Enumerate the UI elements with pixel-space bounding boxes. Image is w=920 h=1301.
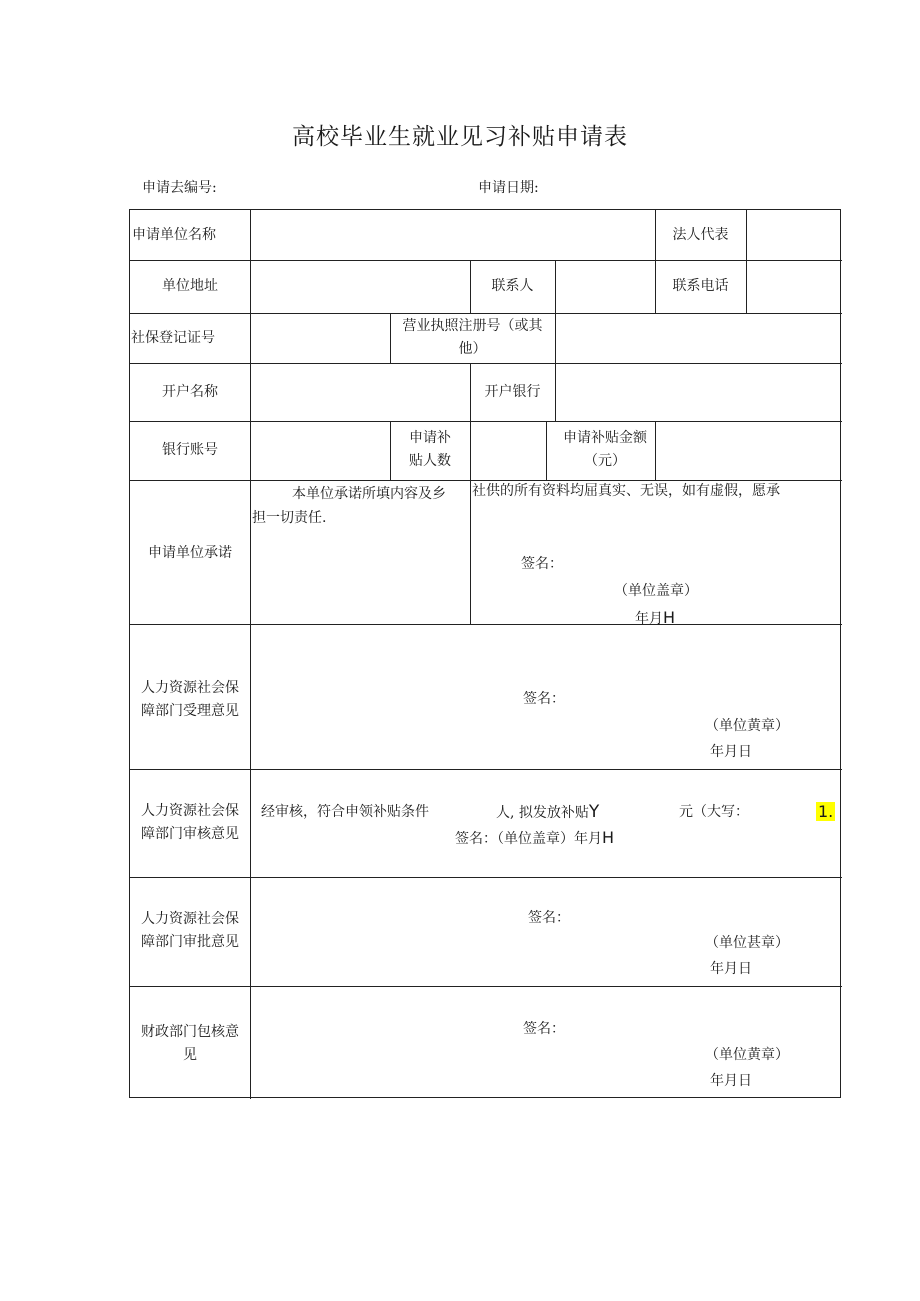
legal-rep-label: 法人代表: [672, 227, 729, 243]
approval-date-label: 年月日: [710, 961, 752, 977]
account-number-label: 银行账号: [162, 442, 218, 458]
commitment-date-label: 年月H: [635, 608, 676, 627]
bank-label: 开户银行: [484, 384, 541, 400]
commitment-sign-label: 签名：: [521, 556, 563, 572]
review-text-subsidy: 人, 拟发放补贴Y: [496, 802, 600, 822]
social-security-reg-label: 社保登记证号: [131, 330, 215, 346]
finance-seal-label: （单位黄章）: [705, 1047, 789, 1063]
commitment-seal-label: （单位盖章）: [614, 583, 698, 599]
business-license-label: 营业执照注册号（或其 他）: [402, 318, 543, 357]
review-highlight-number: 1.: [818, 802, 834, 821]
commitment-text-left: 本单位承诺所填内容及乡: [292, 486, 446, 502]
review-sign-line: 签名：（单位盖章）年月H: [455, 828, 615, 847]
finance-sign-label: 签名：: [523, 1021, 565, 1037]
subsidy-amount-label: 申请补贴金额 （元）: [563, 430, 647, 469]
acceptance-date-label: 年月日: [710, 744, 752, 760]
form-number-label: 申请去编号:: [142, 180, 217, 196]
review-text-conditions: 经审核，符合申领补贴条件: [261, 804, 429, 820]
acceptance-label: 人力资源社会保 障部门受理意见: [141, 680, 239, 719]
address-label: 单位地址: [162, 278, 218, 294]
acceptance-sign-label: 签名：: [523, 691, 565, 707]
commitment-text-left-cont: 担一切责任.: [252, 510, 327, 526]
review-text-amount: 元（大写：: [679, 804, 749, 820]
approval-sign-label: 签名：: [528, 910, 570, 926]
phone-label: 联系电话: [672, 278, 729, 294]
approval-label: 人力资源社会保 障部门审批意见: [141, 911, 239, 950]
approval-seal-label: （单位甚章）: [705, 935, 789, 951]
acceptance-seal-label: （单位黄章）: [705, 718, 789, 734]
finance-label: 财政部门包核意 见: [141, 1024, 239, 1063]
application-date-label: 申请日期:: [478, 180, 539, 196]
commitment-label: 申请单位承诺: [148, 545, 232, 561]
application-table: [129, 209, 841, 1098]
subsidy-count-label: 申请补 贴人数: [409, 430, 451, 469]
account-name-label: 开户名称: [162, 384, 218, 400]
review-label: 人力资源社会保 障部门审核意见: [141, 803, 239, 842]
commitment-text-right: 社供的所有资料均屈真实、无误，如有虚假，愿承: [472, 483, 780, 499]
contact-person-label: 联系人: [491, 278, 534, 294]
finance-date-label: 年月日: [710, 1073, 752, 1089]
unit-name-label: 申请单位名称: [132, 227, 216, 243]
form-title: 高校毕业生就业见习补贴申请表: [292, 124, 628, 150]
